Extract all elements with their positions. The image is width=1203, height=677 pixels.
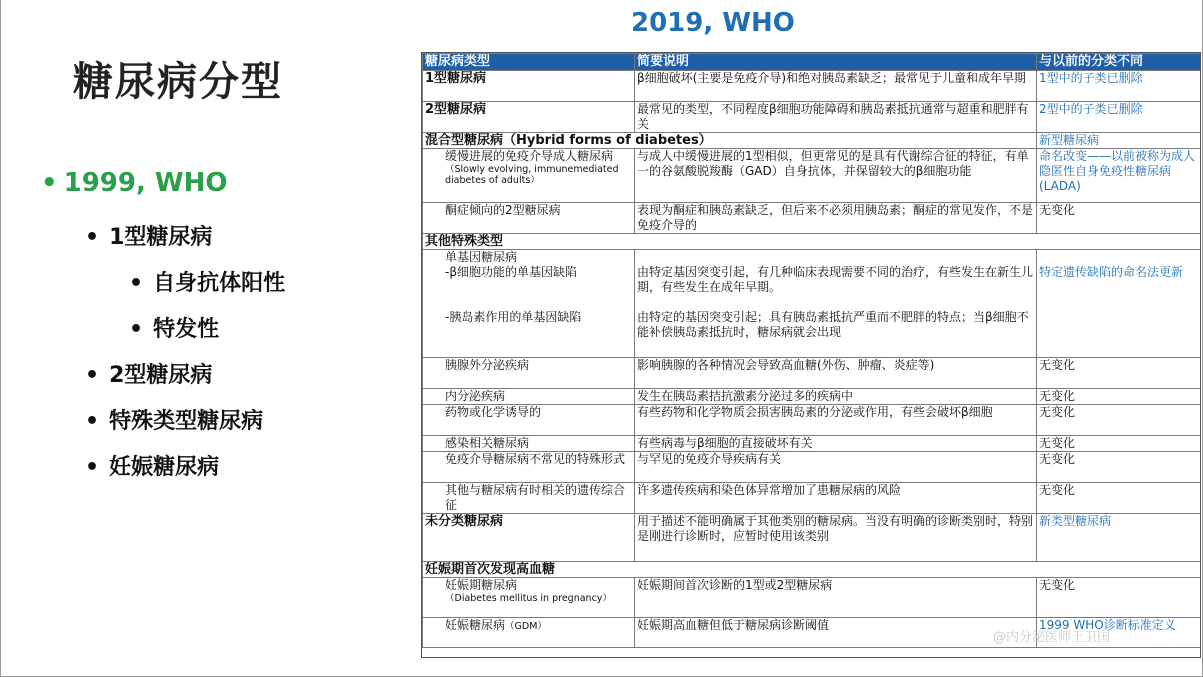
header-type: 糖尿病类型	[423, 54, 635, 71]
bullet-idiopathic: • 特发性	[129, 317, 220, 342]
table-row: 胰腺外分泌疾病 影响胰腺的各种情况会导致高血糖(外伤、肿瘤、炎症等) 无变化	[423, 358, 1201, 389]
header-desc: 简要说明	[635, 54, 1037, 71]
bullet-special: • 特殊类型糖尿病	[85, 409, 264, 434]
watermark: @内分泌医师王卫国	[993, 630, 1111, 645]
table-row: 药物或化学诱导的 有些药物和化学物质会损害胰岛素的分泌或作用，有些会破坏β细胞 无变化	[423, 405, 1201, 436]
bullet-list	[41, 168, 285, 496]
table-row: 未分类糖尿病 用于描述不能明确属于其他类别的糖尿病。当没有明确的诊断类别时，特别是刚进行诊断时，应暂时使用该类别 新类型糖尿病	[423, 514, 1201, 562]
table-row: 酮症倾向的2型糖尿病 表现为酮症和胰岛素缺乏，但后来不必须用胰岛素；酮症的常见发作，不是免疫介导的 无变化	[423, 203, 1201, 234]
table-row: 1型糖尿病 β细胞破坏(主要是免疫介导)和绝对胰岛素缺乏；最常见于儿童和成年早期 1型中的子类已删除	[423, 71, 1201, 102]
table-row: 免疫介导糖尿病不常见的特殊形式 与罕见的免疫介导疾病有关 无变化	[423, 452, 1201, 483]
table-header-row	[423, 54, 1201, 71]
bullet-type2: • 2型糖尿病	[85, 363, 213, 388]
table-row: 妊娠糖尿病（GDM） 妊娠期高血糖但低于糖尿病诊断阈值 1999 WHO诊断标准定义	[423, 618, 1201, 648]
table-row: 感染相关糖尿病 有些病毒与β细胞的直接破坏有关 无变化	[423, 436, 1201, 452]
bullet-autoimmune: • 自身抗体阳性	[129, 271, 286, 296]
table-row: 其他与糖尿病有时相关的遗传综合征 许多遗传疾病和染色体异常增加了患糖尿病的风险 无变化	[423, 483, 1201, 514]
table-row: 妊娠期糖尿病 （Diabetes mellitus in pregnancy） 妊娠期间首次诊断的1型或2型糖尿病 无变化	[423, 578, 1201, 618]
table-row: 混合型糖尿病（Hybrid forms of diabetes） 新型糖尿病	[423, 133, 1201, 149]
table-row: 2型糖尿病 最常见的类型，不同程度β细胞功能障碍和胰岛素抵抗通常与超重和肥胖有关 2型中的子类已删除	[423, 102, 1201, 133]
table-row: 其他特殊类型	[423, 234, 1201, 250]
slide-title: 糖尿病分型	[73, 59, 283, 105]
header-diff: 与以前的分类不同	[1037, 54, 1201, 71]
bullet-who1999: • 1999, WHO	[41, 168, 228, 198]
bullet-gestational: • 妊娠糖尿病	[85, 455, 220, 480]
table-caption: 2019, WHO	[631, 8, 795, 38]
table-row: 内分泌疾病 发生在胰岛素拮抗激素分泌过多的疾病中 无变化	[423, 389, 1201, 405]
table-row: 缓慢进展的免疫介导成人糖尿病 （Slowly evolving, immunemediated diabetes of adults） 与成人中缓慢进展的1型相似，但更常见的是具有代谢综合征的特征，有单一的谷氨酸脱羧酶（GAD）自身抗体，并保留较大的β细胞功能 命名改变——以前被称为成人隐匿性自身免疫性糖尿病(LADA)	[423, 149, 1201, 203]
bullet-type1: • 1型糖尿病	[85, 225, 213, 250]
classification-table	[421, 52, 1201, 658]
table-row: 单基因糖尿病 -β细胞功能的单基因缺陷 -胰岛素作用的单基因缺陷 由特定基因突变引起，有几种临床表现需要不同的治疗，有些发生在新生儿期，有些发生在成年早期。 由特定的基因突变引起；具有胰岛素抵抗严重而不肥胖的特点；当β细胞不能补偿胰岛素抵抗时，糖尿病就会出现 特定遗传缺陷的命名法更新	[423, 250, 1201, 358]
table-row: 妊娠期首次发现高血糖	[423, 562, 1201, 578]
